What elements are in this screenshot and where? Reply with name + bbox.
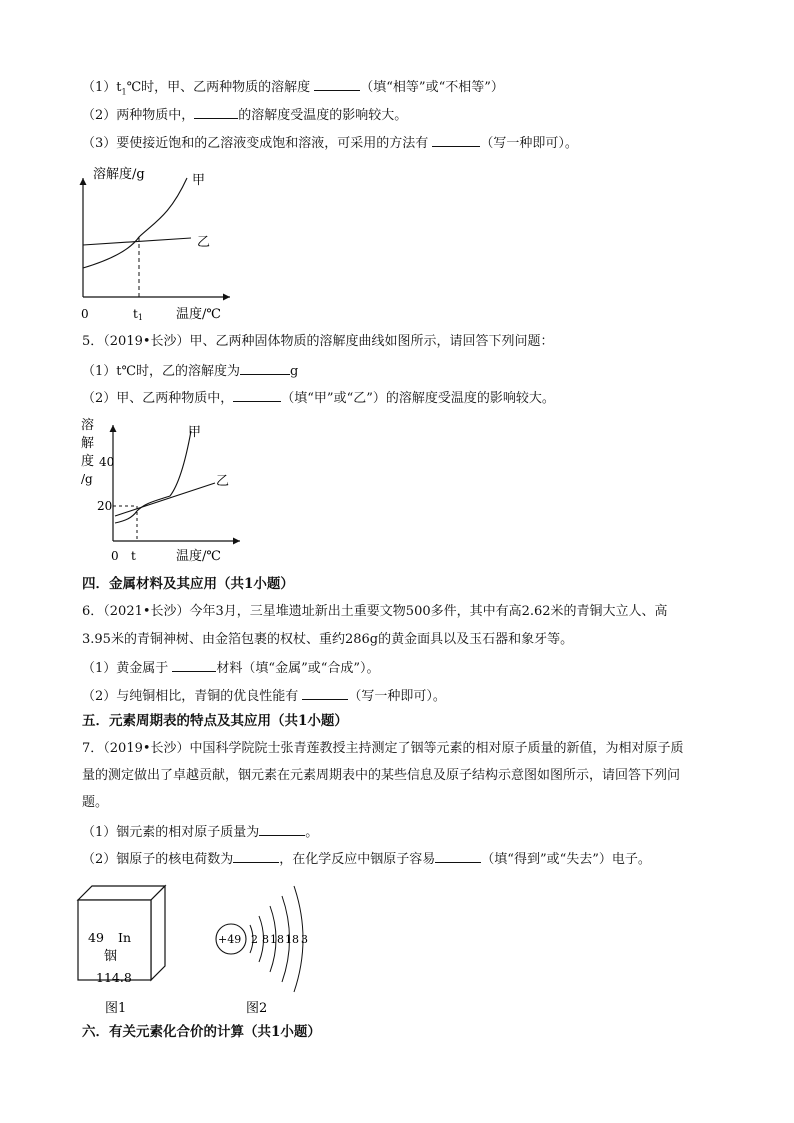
graph2-curve-jia — [115, 431, 191, 523]
q4-sub1 — [82, 77, 504, 102]
q4-sub3-answer-blank[interactable] — [432, 133, 480, 147]
q4-sub2-text-a: （2）两种物质中， — [82, 108, 195, 123]
graph1-x-label: 温度/℃ — [176, 307, 221, 322]
graph1-label-jia: 甲 — [192, 173, 206, 188]
q7-line2: 量的测定做出了卓越贡献，铟元素在元素周期表中的某些信息及原子结构示意图如图所示，请回答下列问 — [82, 768, 681, 783]
graph1-t-label: t1 — [133, 307, 143, 322]
q5-sub1 — [82, 361, 298, 381]
q5-sub2-answer-blank[interactable] — [233, 388, 281, 402]
q6-sub2-text-b: （写一种即可）。 — [348, 689, 446, 704]
shell-electrons-1: 2 — [251, 933, 258, 946]
q7-sub1-text-b: 。 — [305, 825, 319, 840]
q7-sub2-answer-blank-1[interactable] — [233, 849, 279, 863]
q7-sub2 — [82, 849, 651, 869]
solubility-graph-1 — [75, 160, 245, 328]
element-symbol: In — [118, 930, 131, 945]
graph2-tick-20: 20 — [97, 499, 113, 513]
q4-sub2-text-b: 的溶解度受温度的影响较大。 — [238, 108, 408, 123]
graph2-y-label-1: 溶 — [81, 418, 95, 433]
q7-sub2-answer-blank-2[interactable] — [435, 849, 481, 863]
q7-line3: 题。 — [82, 795, 109, 810]
graph2-label-jia: 甲 — [188, 425, 202, 440]
section4-title: 四．金属材料及其应用（共1小题） — [82, 576, 294, 592]
shell-electrons-2: 8 — [262, 933, 269, 946]
q6-sub1-text-a: （1）黄金属于 — [82, 661, 169, 676]
q4-sub3-text-a: （3）要使接近饱和的乙溶液变成饱和溶液，可采用的方法有 — [82, 136, 429, 151]
q5-sub1-text-b: g — [290, 364, 299, 379]
q7-sub2-text-c: （填“得到”或“失去”）电子。 — [481, 852, 651, 867]
q6-sub2 — [82, 686, 446, 706]
graph2-t-label: t — [131, 549, 136, 563]
graph1-origin: 0 — [81, 307, 89, 321]
element-name: 铟 — [104, 949, 118, 964]
q5-sub1-answer-blank[interactable] — [240, 361, 290, 375]
q5-sub2-text-b: （填“甲”或“乙”）的溶解度受温度的影响较大。 — [281, 391, 555, 406]
q4-sub2-answer-blank[interactable] — [194, 105, 238, 119]
q4-sub1-subscript: 1 — [121, 87, 127, 97]
graph2-y-label-2: 解 — [81, 436, 95, 451]
figure1-caption: 图1 — [105, 1001, 127, 1016]
graph2-tick-40: 40 — [99, 455, 115, 469]
cube-top-face — [78, 886, 165, 900]
q6-sub1-text-b: 材料（填“金属”或“合成”）。 — [216, 661, 380, 676]
q4-sub2 — [82, 105, 407, 125]
figure2-caption: 图2 — [246, 1001, 268, 1016]
q7-sub1-text-a: （1）铟元素的相对原子质量为 — [82, 825, 260, 840]
q6-sub2-text-a: （2）与纯铜相比，青铜的优良性能有 — [82, 689, 299, 704]
q4-sub3-text-b: （写一种即可）。 — [480, 136, 578, 151]
q7-sub2-text-a: （2）铟原子的核电荷数为 — [82, 852, 234, 867]
element-atomic-number: 49 — [88, 930, 104, 945]
section5-title: 五．元素周期表的特点及其应用（共1小题） — [82, 713, 348, 729]
figure2-atomic-structure — [210, 880, 320, 1020]
q5-sub1-text-a: （1）t℃时，乙的溶解度为 — [82, 364, 241, 379]
q4-sub1-text-a: （1）t — [82, 80, 122, 95]
shell-electrons-5: 3 — [301, 933, 308, 946]
q6-sub1 — [82, 658, 380, 678]
q4-sub1-text-b: ℃时，甲、乙两种物质的溶解度 — [126, 80, 311, 95]
q6-sub1-answer-blank[interactable] — [172, 658, 216, 672]
q7-sub2-text-b: ，在化学反应中铟原子容易 — [279, 852, 436, 867]
cube-side-face — [151, 886, 165, 980]
graph2-label-yi: 乙 — [216, 474, 230, 489]
q5-stem: 5．（2019•长沙）甲、乙两种固体物质的溶解度曲线如图所示，请回答下列问题： — [82, 334, 554, 349]
element-atomic-mass: 114.8 — [96, 970, 132, 985]
shell-electrons-3: 18 — [270, 933, 284, 946]
graph2-y-label-4: /g — [81, 472, 93, 486]
graph1-y-label: 溶解度/g — [93, 167, 145, 182]
shell-electrons-4: 18 — [285, 933, 299, 946]
graph1-curve-jia — [83, 178, 187, 268]
q4-sub3 — [82, 133, 578, 153]
q6-sub2-answer-blank[interactable] — [302, 686, 348, 700]
q7-sub1 — [82, 822, 318, 842]
graph2-x-label: 温度/℃ — [176, 549, 221, 564]
q4-sub1-answer-blank[interactable] — [314, 77, 360, 91]
figure1-element-cell — [72, 880, 172, 1020]
graph2-origin: 0 — [111, 549, 119, 563]
q7-line1: 7．（2019•长沙）中国科学院院士张青莲教授主持测定了铟等元素的相对原子质量的新值，为相对原子质 — [82, 741, 684, 756]
graph1-label-yi: 乙 — [197, 235, 211, 250]
q7-sub1-answer-blank[interactable] — [259, 822, 305, 836]
q5-sub2-text-a: （2）甲、乙两种物质中， — [82, 391, 234, 406]
q6-line1: 6．（2021•长沙）今年3月，三星堆遗址新出土重要文物500多件，其中有高2.62米的青铜大立人、高 — [82, 604, 668, 619]
q5-sub2 — [82, 388, 555, 408]
nucleus-charge: +49 — [218, 933, 242, 946]
graph2-curve-yi — [115, 483, 215, 516]
section6-title: 六．有关元素化合价的计算（共1小题） — [82, 1024, 321, 1040]
solubility-graph-2 — [75, 413, 245, 568]
graph2-y-label-3: 度 — [81, 454, 95, 469]
q4-sub1-text-c: （填“相等”或“不相等”） — [360, 80, 504, 95]
q6-line2: 3.95米的青铜神树、由金箔包裹的权杖、重约286g的黄金面具以及玉石器和象牙等。 — [82, 632, 574, 647]
